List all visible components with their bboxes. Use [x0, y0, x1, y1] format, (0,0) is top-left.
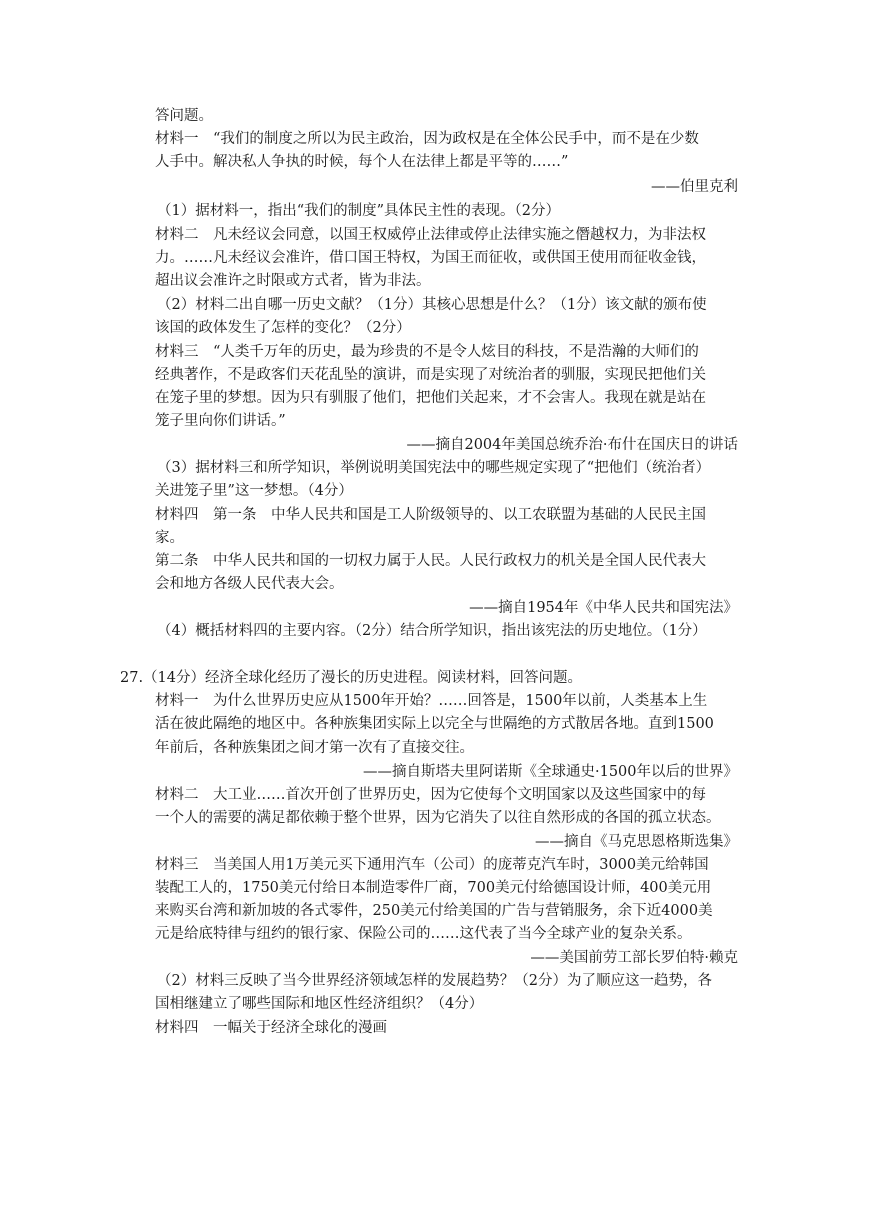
text-line: 第二条 中华人民共和国的一切权力属于人民。人民行政权力的机关是全国人民代表大 [155, 553, 706, 569]
text-line: 在笼子里的梦想。因为只有驯服了他们，把他们关起来，才不会害人。我现在就是站在 [155, 390, 706, 406]
material-1-text: 材料一 为什么世界历史应从1500年开始？……回答是，1500年以前，人类基本上生 [155, 693, 708, 709]
material-2-text: 材料二 凡未经议会同意，以国王权威停止法律或停止法律实施之僭越权力，为非法权 [155, 227, 706, 243]
material-1-text: 材料一 “我们的制度之所以为民主政治，因为政权是在全体公民手中，而不是在少数 [155, 131, 699, 147]
text-line: 一个人的需要的满足都依赖于整个世界，因为它消失了以往自然形成的各国的孤立状态。 [155, 810, 721, 826]
text-line: 力。……凡未经议会准许，借口国王特权，为国王而征收，或供国王使用而征收金钱， [155, 250, 706, 266]
question-2: （2）材料三反映了当今世界经济领域怎样的发展趋势？（2分）为了顺应这一趋势，各 [157, 973, 712, 989]
text-line: 答问题。 [155, 108, 213, 124]
text-line: 人手中。解决私人争执的时候，每个人在法律上都是平等的……” [155, 154, 569, 170]
material-4-text: 材料四 一幅关于经济全球化的漫画 [155, 1020, 387, 1036]
attribution: ——伯里克利 [651, 179, 738, 195]
text-line: 笼子里向你们讲话。” [155, 413, 286, 429]
material-3-text: 材料三 “人类千万年的历史，最为珍贵的不是令人炫目的科技，不是浩瀚的大师们的 [155, 344, 699, 360]
text-line: 年前后，各种族集团之间才第一次有了直接交往。 [155, 740, 474, 756]
attribution: ——美国前劳工部长罗伯特·赖克 [530, 950, 738, 966]
question-4: （4）概括材料四的主要内容。（2分）结合所学知识，指出该宪法的历史地位。（1分） [157, 623, 707, 639]
text-line: 家。 [155, 530, 184, 546]
attribution: ——摘自斯塔夫里阿诺斯《全球通史·1500年以后的世界》 [362, 764, 738, 780]
text-line: 来购买台湾和新加坡的各式零件，250美元付给美国的广告与营销服务，余下近4000美 [155, 903, 713, 919]
text-line: 元是给底特律与纽约的银行家、保险公司的……这代表了当今全球产业的复杂关系。 [155, 926, 692, 942]
text-line: 装配工人的，1750美元付给日本制造零件厂商，700美元付给德国设计师，400美元用 [155, 880, 712, 896]
text-line: 超出议会准许之时限或方式者，皆为非法。 [155, 273, 431, 289]
question-2: （2）材料二出自哪一历史文献？（1分）其核心思想是什么？（1分）该文献的颁布使 [157, 297, 707, 313]
text-line: 经典著作，不是政客们天花乱坠的演讲，而是实现了对统治者的驯服，实现民把他们关 [155, 367, 706, 383]
question-27-heading: 27.（14分）经济全球化经历了漫长的历史进程。阅读材料，回答问题。 [120, 670, 583, 686]
attribution: ——摘自1954年《中华人民共和国宪法》 [469, 600, 738, 616]
text-line: 活在彼此隔绝的地区中。各种族集团实际上以完全与世隔绝的方式散居各地。直到1500 [155, 716, 714, 732]
material-2-text: 材料二 大工业……首次开创了世界历史，因为它使每个文明国家以及这些国家中的每 [155, 787, 706, 803]
text-line: 该国的政体发生了怎样的变化？（2分） [155, 320, 411, 336]
text-line: 国相继建立了哪些国际和地区性经济组织？（4分） [155, 996, 484, 1012]
question-3: （3）据材料三和所学知识，举例说明美国宪法中的哪些规定实现了“把他们（统治者） [157, 460, 711, 476]
attribution: ——摘自《马克思恩格斯选集》 [535, 834, 738, 850]
text-line: 关进笼子里”这一梦想。（4分） [155, 483, 353, 499]
question-1: （1）据材料一，指出“我们的制度”具体民主性的表现。（2分） [157, 203, 561, 219]
text-line: 会和地方各级人民代表大会。 [155, 576, 344, 592]
attribution: ——摘自2004年美国总统乔治·布什在国庆日的讲话 [406, 437, 738, 453]
material-4-text: 材料四 第一条 中华人民共和国是工人阶级领导的、以工农联盟为基础的人民民主国 [155, 507, 706, 523]
material-3-text: 材料三 当美国人用1万美元买下通用汽车（公司）的庞蒂克汽车时，3000美元给韩国 [155, 857, 709, 873]
